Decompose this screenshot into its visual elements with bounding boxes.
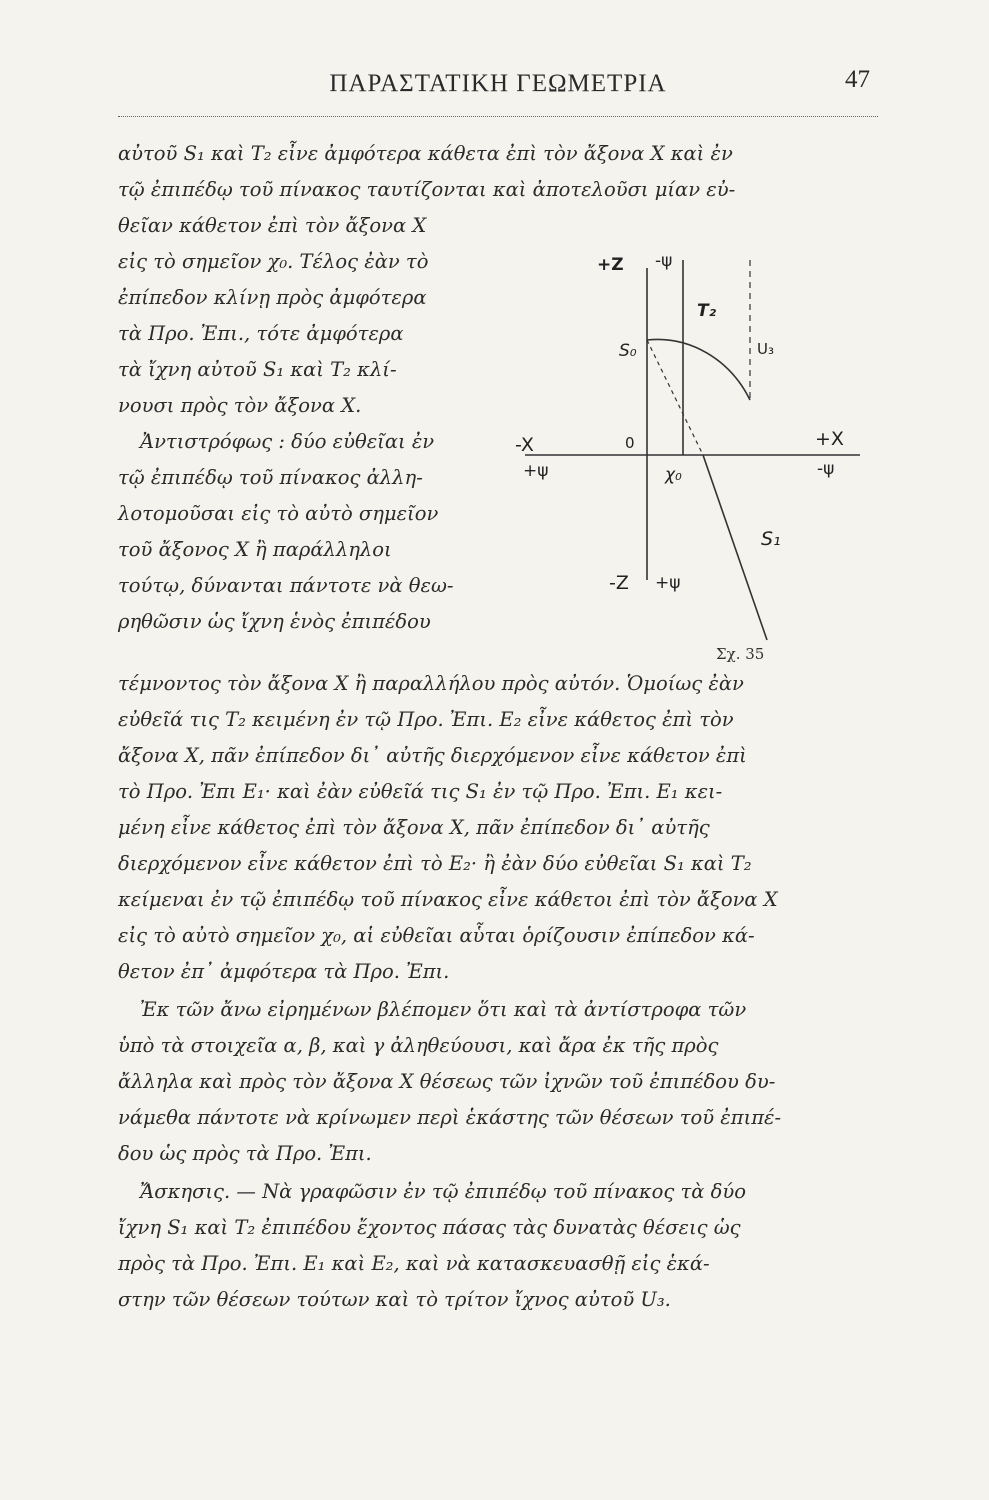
text-line: πρὸς τὰ Προ. Ἐπι. E₁ καὶ E₂, καὶ νὰ κατασκευασθῇ εἰς ἑκά- [118, 1252, 710, 1275]
label-plus-x: +X [815, 428, 844, 450]
label-minus-psi-top: -ψ [655, 251, 673, 271]
text-line: τῷ ἐπιπέδῳ τοῦ πίνακος ταυτίζονται καὶ ἀποτελοῦσι μίαν εὐ- [118, 178, 736, 201]
label-minus-psi-right: -ψ [817, 459, 835, 479]
rotation-arc [647, 339, 750, 400]
page-number: 47 [845, 66, 870, 93]
text-line: τέμνοντος τὸν ἄξονα X ἢ παραλλήλου πρὸς αὐτόν. Ὁμοίως ἐὰν [118, 672, 744, 695]
text-line: τὰ Προ. Ἐπι., τότε ἀμφότερα [118, 322, 404, 345]
text-line: δου ὡς πρὸς τὰ Προ. Ἐπι. [118, 1142, 372, 1165]
text-line: θετον ἐπ᾽ ἀμφότερα τὰ Προ. Ἐπι. [118, 960, 450, 983]
text-line: ἄλληλα καὶ πρὸς τὸν ἄξονα X θέσεως τῶν ἰχνῶν τοῦ ἐπιπέδου δυ- [118, 1070, 776, 1093]
text-line: νάμεθα πάντοτε νὰ κρίνωμεν περὶ ἑκάστης τῶν θέσεων τοῦ ἐπιπέ- [118, 1106, 782, 1129]
text-line: τὸ Προ. Ἐπι E₁· καὶ ἐὰν εὐθεῖά τις S₁ ἐν τῷ Προ. Ἐπι. E₁ κει- [118, 780, 723, 803]
label-origin: 0 [625, 434, 635, 452]
text-line: εἰς τὸ αὐτὸ σημεῖον χ₀, αἱ εὐθεῖαι αὗται ὁρίζουσιν ἐπίπεδον κά- [118, 924, 755, 947]
text-line: τοῦ ἄξονος X ἢ παράλληλοι [118, 538, 392, 561]
trace-s1 [703, 455, 767, 640]
text-line: στην τῶν θέσεων τούτων καὶ τὸ τρίτον ἴχνος αὐτοῦ U₃. [118, 1288, 671, 1311]
label-s0: S₀ [619, 341, 637, 361]
header-rule [118, 116, 878, 117]
folded-trace [647, 340, 703, 455]
text-line: διερχόμενον εἶνε κάθετον ἐπὶ τὸ E₂· ἢ ἐὰν δύο εὐθεῖαι S₁ καὶ T₂ [118, 852, 752, 875]
text-line: εὐθεῖά τις T₂ κειμένη ἐν τῷ Προ. Ἐπι. E₂ εἶνε κάθετος ἐπὶ τὸν [118, 708, 734, 731]
label-u3: U₃ [757, 340, 774, 358]
text-line: Ἄσκησις. — Νὰ γραφῶσιν ἐν τῷ ἐπιπέδῳ τοῦ πίνακος τὰ δύο [140, 1180, 746, 1203]
text-line: τούτῳ, δύνανται πάντοτε νὰ θεω- [118, 574, 454, 597]
text-line: εἰς τὸ σημεῖον χ₀. Τέλος ἐὰν τὸ [118, 250, 429, 273]
label-chi0: χ₀ [665, 465, 682, 485]
running-head [118, 62, 878, 102]
text-line: τὰ ἴχνη αὐτοῦ S₁ καὶ T₂ κλί- [118, 358, 397, 381]
label-minus-z: -Z [609, 572, 629, 594]
text-line: θεῖαν κάθετον ἐπὶ τὸν ἄξονα X [118, 214, 427, 237]
text-line: αὐτοῦ S₁ καὶ T₂ εἶνε ἀμφότερα κάθετα ἐπὶ τὸν ἄξονα X καὶ ἐν [118, 142, 733, 165]
text-line: ὑπὸ τὰ στοιχεῖα α, β, καὶ γ ἀληθεύουσι, καὶ ἄρα ἐκ τῆς πρὸς [118, 1034, 719, 1057]
text-line: Ἐκ τῶν ἄνω εἰρημένων βλέπομεν ὅτι καὶ τὰ ἀντίστροφα τῶν [140, 998, 747, 1021]
text-line: ἄξονα X, πᾶν ἐπίπεδον δι᾽ αὐτῆς διερχόμενον εἶνε κάθετον ἐπὶ [118, 744, 747, 767]
figure-35 [505, 240, 875, 680]
text-line: νουσι πρὸς τὸν ἄξονα X. [118, 394, 362, 417]
text-line: ἴχνη S₁ καὶ T₂ ἐπιπέδου ἔχοντος πάσας τὰς δυνατὰς θέσεις ὡς [118, 1216, 741, 1239]
text-line: τῷ ἐπιπέδῳ τοῦ πίνακος ἀλλη- [118, 466, 423, 489]
label-plus-z: +Z [597, 255, 624, 275]
text-line: κείμεναι ἐν τῷ ἐπιπέδῳ τοῦ πίνακος εἶνε κάθετοι ἐπὶ τὸν ἄξονα X [118, 888, 778, 911]
label-minus-x: -X [515, 434, 534, 456]
label-plus-psi-left: +ψ [523, 461, 549, 481]
label-t2: T₂ [697, 301, 717, 321]
figure-caption: Σχ. 35 [716, 645, 765, 663]
text-line: μένη εἶνε κάθετος ἐπὶ τὸν ἄξονα X, πᾶν ἐπίπεδον δι᾽ αὐτῆς [118, 816, 710, 839]
text-line: Ἀντιστρόφως : δύο εὐθεῖαι ἐν [140, 430, 435, 453]
text-line: λοτομοῦσαι εἰς τὸ αὐτὸ σημεῖον [118, 502, 439, 525]
text-line: ἐπίπεδον κλίνῃ πρὸς ἀμφότερα [118, 286, 427, 309]
label-s1: S₁ [761, 528, 781, 550]
running-title: ΠΑΡΑΣΤΑΤΙΚΗ ΓΕΩΜΕΤΡΙΑ [329, 70, 667, 97]
label-plus-psi-bottom: +ψ [655, 573, 681, 593]
text-line: ρηθῶσιν ὡς ἴχνη ἑνὸς ἐπιπέδου [118, 610, 431, 633]
